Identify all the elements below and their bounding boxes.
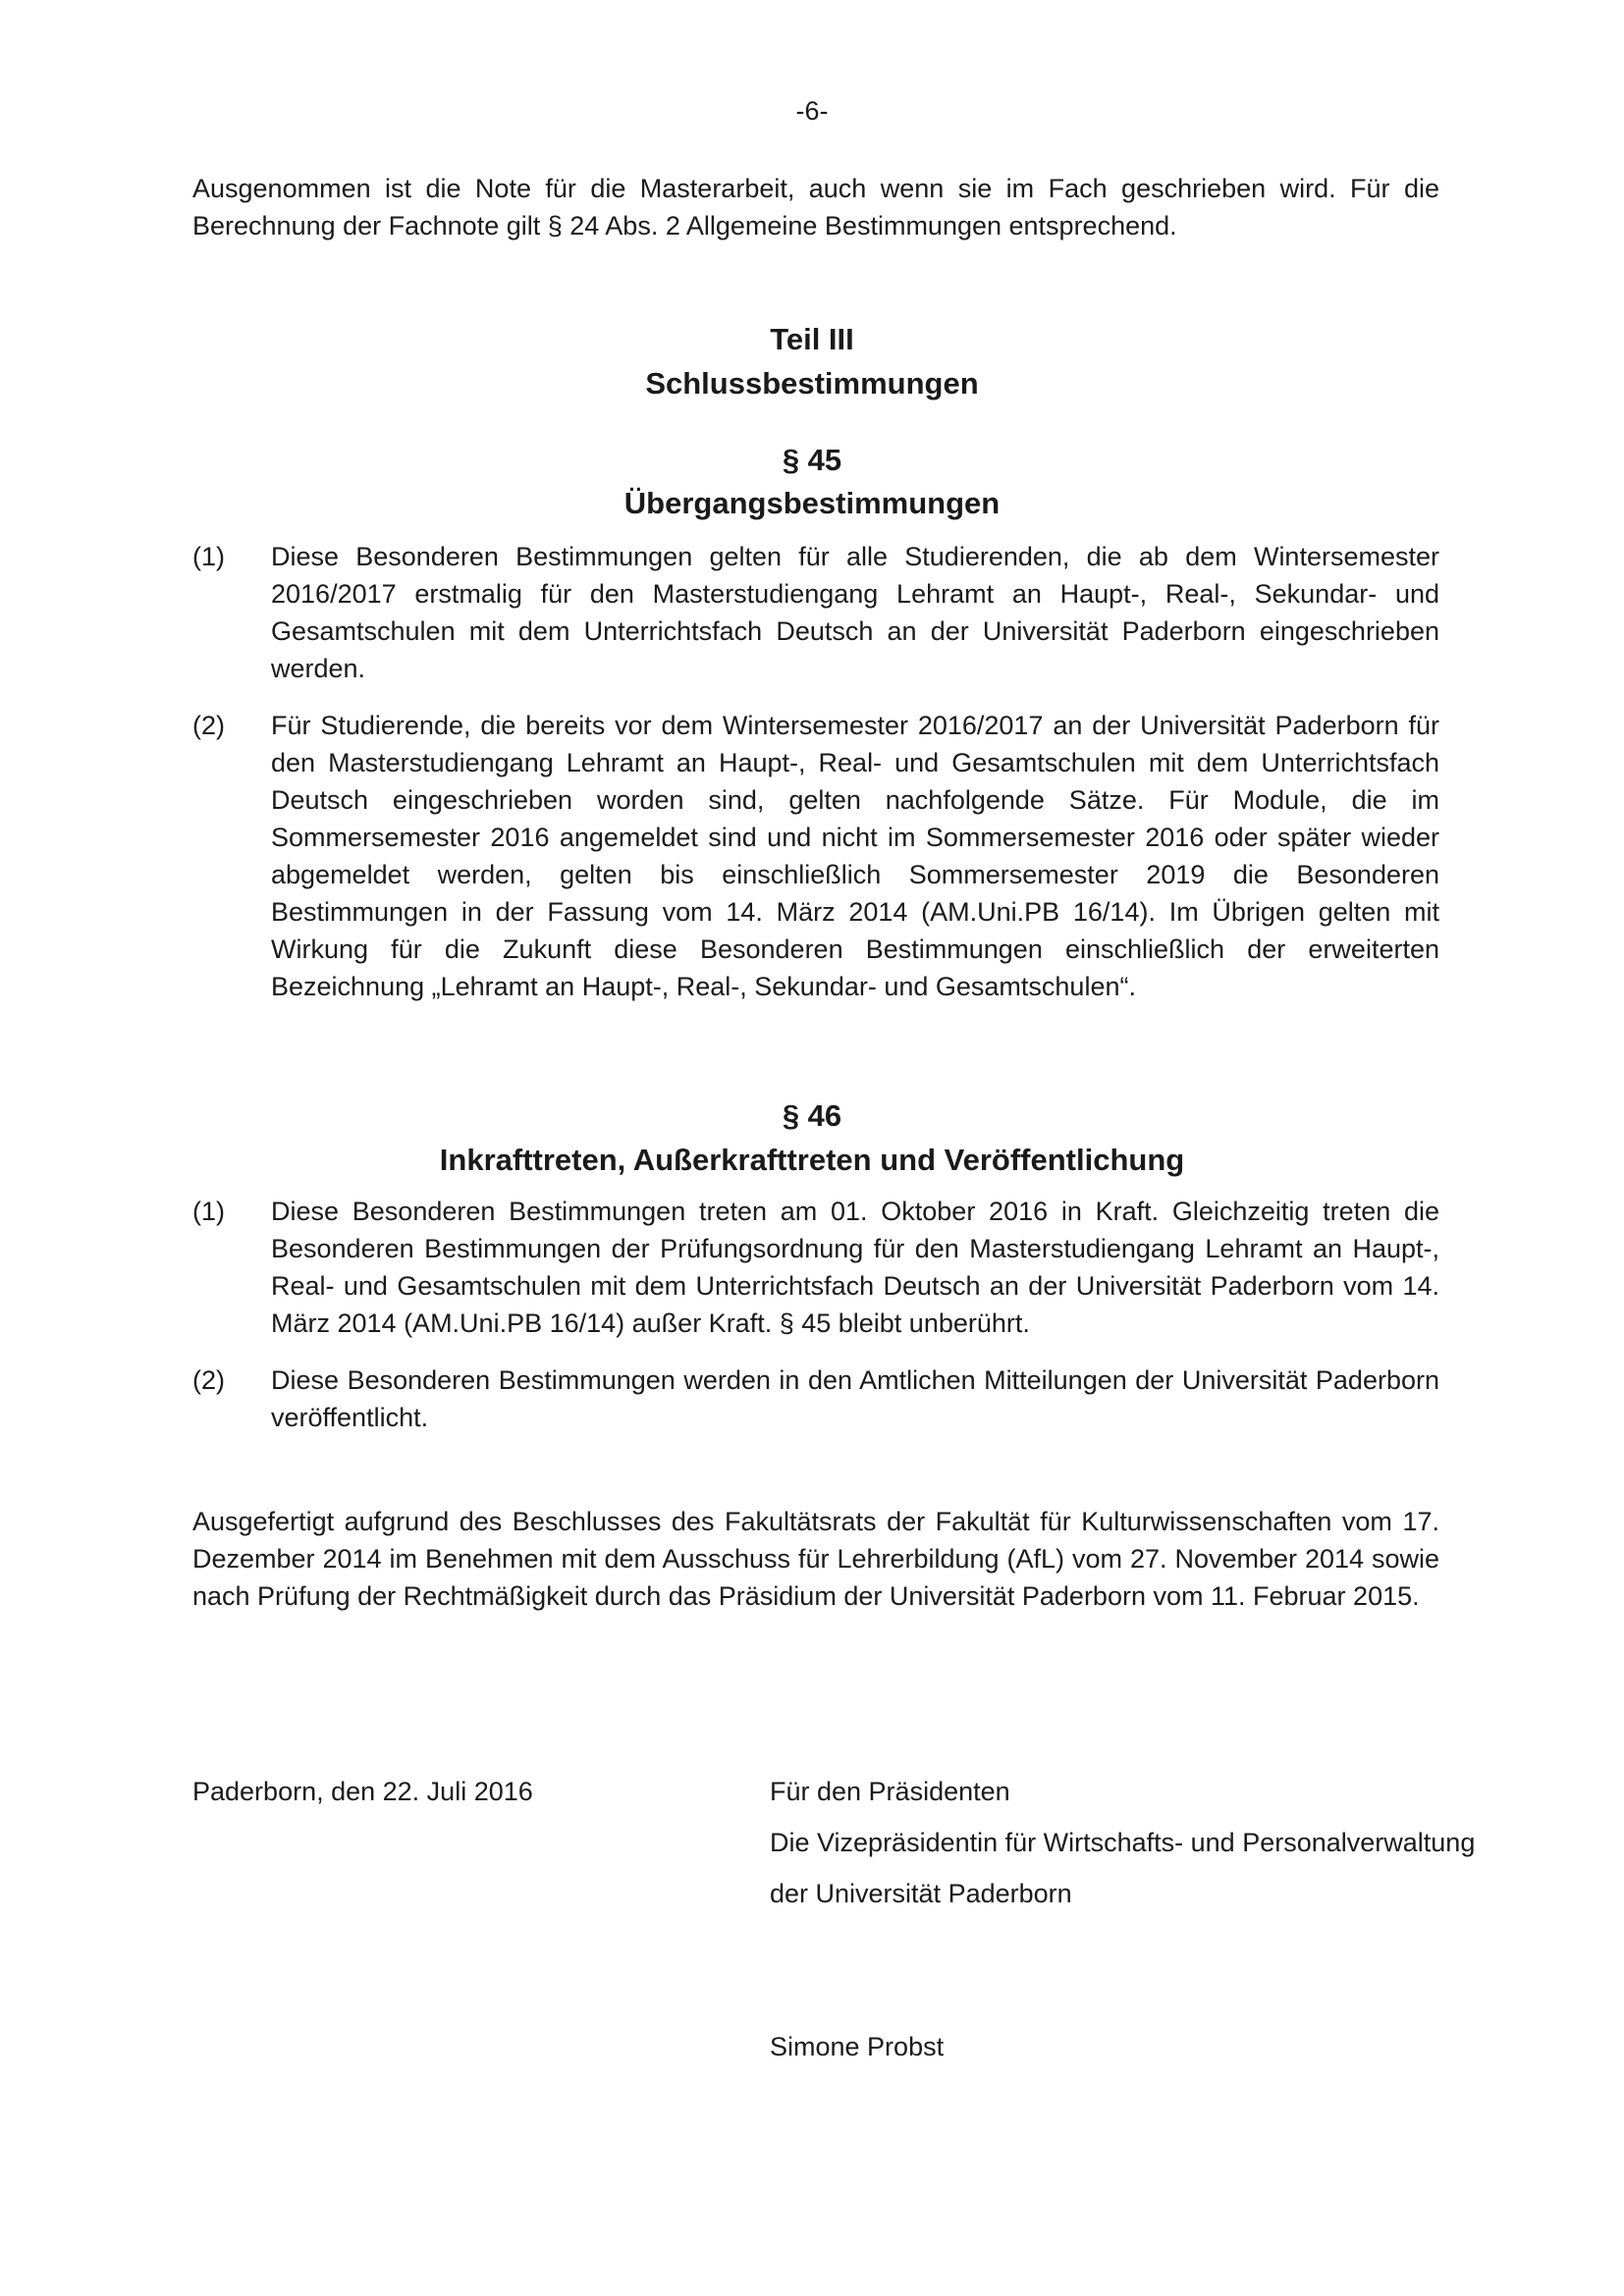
signatory-name: Simone Probst: [770, 2032, 945, 2061]
item-text: Diese Besonderen Bestimmungen treten am 01. Oktober 2016 in Kraft. Gleichzeitig treten die Besonderen Bestimmungen der Prüfungsordnung für den Masterstudiengang Lehramt an Haupt-, Real- und Gesamtschulen mit dem Unterrichtsfach Deutsch an der Universität Paderborn vom 14. März 2014 (AM.Uni.PB 16/14) außer Kraft. § 45 bleibt unberührt.: [271, 1197, 1439, 1338]
section-46-item-1: [192, 1193, 1439, 1342]
intro-paragraph: Ausgenommen ist die Note für die Masterarbeit, auch wenn sie im Fach geschrieben wird. Für die Berechnung der Fachnote gilt § 24 Abs. 2 Allgemeine Bestimmungen entsprechend.: [192, 174, 1439, 240]
item-number: (2): [192, 711, 225, 740]
section-45-title: Übergangsbestimmungen: [623, 486, 1001, 520]
item-text: Diese Besonderen Bestimmungen werden in den Amtlichen Mitteilungen der Universität Paderborn veröffentlicht.: [271, 1365, 1439, 1432]
closing-paragraph: Ausgefertigt aufgrund des Beschlusses des Fakultätsrats der Fakultät für Kulturwissenschaften vom 17. Dezember 2014 im Benehmen mit dem Ausschuss für Lehrerbildung (AfL) vom 27. November 2014 sowie nach Prüfung der Rechtmäßigkeit durch das Präsidium der Universität Paderborn vom 11. Februar 2015.: [192, 1507, 1439, 1611]
item-number: (1): [192, 542, 225, 571]
signature-line-2: Die Vizepräsidentin für Wirtschafts- und Personalverwaltung: [770, 1828, 1476, 1857]
page-number: -6-: [795, 96, 829, 126]
section-45-item-1: [192, 538, 1439, 687]
place-date: Paderborn, den 22. Juli 2016: [192, 1777, 533, 1806]
section-45-number: § 45: [782, 443, 842, 477]
item-text: Für Studierende, die bereits vor dem Wintersemester 2016/2017 an der Universität Paderborn für den Masterstudiengang Lehramt an Haupt-, Real- und Gesamtschulen mit dem Unterrichtsfach Deutsch eingeschrieben worden sind, gelten nachfolgende Sätze. Für Module, die im Sommersemester 2016 angemeldet sind und nicht im Sommersemester 2016 oder später wieder abgemeldet werden, gelten bis einschließlich Sommersemester 2019 die Besonderen Bestimmungen in der Fassung vom 14. März 2014 (AM.Uni.PB 16/14). Im Übrigen gelten mit Wirkung für die Zukunft diese Besonderen Bestimmungen einschließlich der erweiterten Bezeichnung „Lehramt an Haupt-, Real-, Sekundar- und Gesamtschulen“.: [271, 711, 1439, 1001]
section-46-number: § 46: [782, 1098, 842, 1133]
signature-line-3: der Universität Paderborn: [770, 1879, 1072, 1908]
section-46-item-2: [192, 1362, 1439, 1436]
section-46-title: Inkrafttreten, Außerkrafttreten und Veröffentlichung: [439, 1143, 1185, 1177]
item-number: (2): [192, 1365, 225, 1395]
item-number: (1): [192, 1197, 225, 1226]
part-label: Teil III: [770, 322, 854, 356]
signature-line-1: Für den Präsidenten: [770, 1777, 1010, 1806]
item-text: Diese Besonderen Bestimmungen gelten für alle Studierenden, die ab dem Wintersemester 2016/2017 erstmalig für den Masterstudiengang Lehramt an Haupt-, Real-, Sekundar- und Gesamtschulen mit dem Unterrichtsfach Deutsch an der Universität Paderborn eingeschrieben werden.: [271, 542, 1439, 683]
section-45-item-2: [192, 707, 1439, 1005]
part-title: Schlussbestimmungen: [645, 366, 979, 400]
